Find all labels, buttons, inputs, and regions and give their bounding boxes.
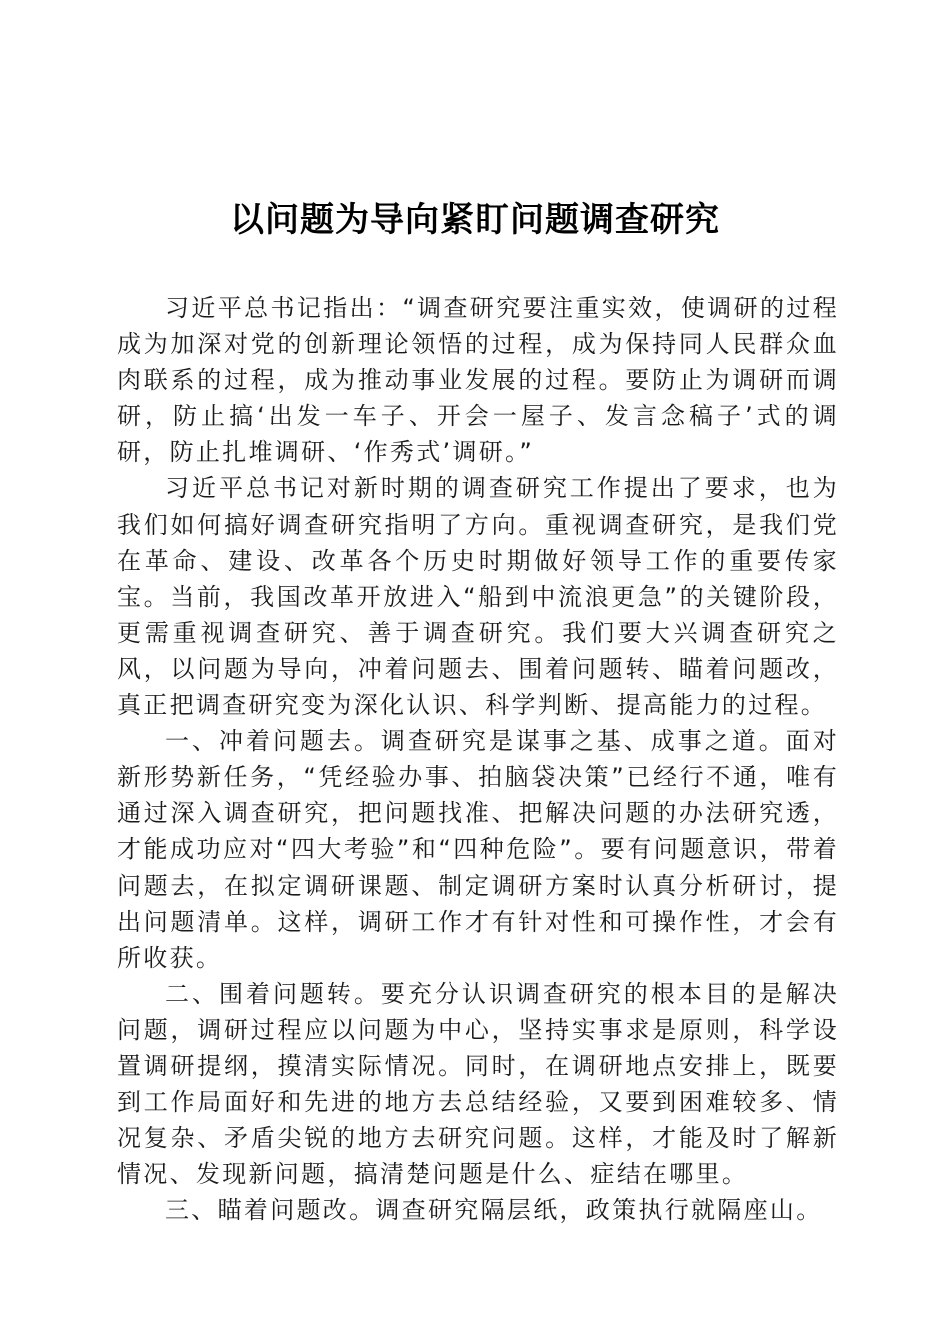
document-body <box>117 290 839 1228</box>
paragraph-quote: 习近平总书记指出：“调查研究要注重实效，使调研的过程成为加深对党的创新理论领悟的过程，成为保持同人民群众血肉联系的过程，成为推动事业发展的过程。要防止为调研而调研，防止搞‘出发一车子、开会一屋子、发言念稿子’式的调研，防止扎堆调研、‘作秀式’调研。” <box>117 294 839 467</box>
paragraph-section-one: 一、冲着问题去。调查研究是谋事之基、成事之道。面对新形势新任务，“凭经验办事、拍脑袋决策”已经行不通，唯有通过深入调查研究，把问题找准、把解决问题的办法研究透，才能成功应对“四大考验”和“四种危险”。要有问题意识，带着问题去，在拟定调研课题、制定调研方案时认真分析研讨，提出问题清单。这样，调研工作才有针对性和可操作性，才会有所收获。 <box>117 727 839 972</box>
paragraph-section-two: 二、围着问题转。要充分认识调查研究的根本目的是解决问题，调研过程应以问题为中心，坚持实事求是原则，科学设置调研提纲，摸清实际情况。同时，在调研地点安排上，既要到工作局面好和先进的地方去总结经验，又要到困难较多、情况复杂、矛盾尖锐的地方去研究问题。这样，才能及时了解新情况、发现新问题，搞清楚问题是什么、症结在哪里。 <box>117 979 839 1189</box>
document-title: 以问题为导向紧盯问题调查研究 <box>230 200 720 240</box>
paragraph-section-three: 三、瞄着问题改。调查研究隔层纸，政策执行就隔座山。 <box>165 1196 823 1225</box>
paragraph-intro: 习近平总书记对新时期的调查研究工作提出了要求，也为我们如何搞好调查研究指明了方向。重视调查研究，是我们党在革命、建设、改革各个历史时期做好领导工作的重要传家宝。当前，我国改革开放进入“船到中流浪更急”的关键阶段，更需重视调查研究、善于调查研究。我们要大兴调查研究之风，以问题为导向，冲着问题去、围着问题转、瞄着问题改，真正把调查研究变为深化认识、科学判断、提高能力的过程。 <box>117 474 839 720</box>
